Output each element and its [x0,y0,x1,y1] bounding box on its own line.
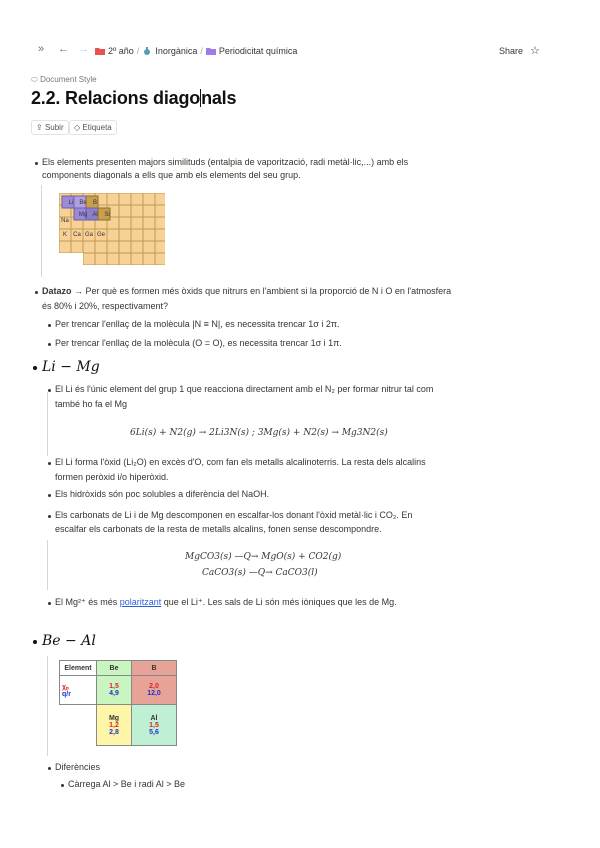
collapse-sidebar-icon[interactable]: » [38,43,45,55]
paragraph-line: Càrrega Al > Be i radi Al > Be [68,779,186,789]
breadcrumb: 2º año / Inorgànica / Periodicitat química [95,46,297,56]
bullet [61,784,64,787]
paragraph-line: El Mg²⁺ és més polaritzant que el Li⁺. Les sals de Li són més iòniques que les de Mg. [55,597,397,607]
row-labels: χₚ q/r [60,676,97,705]
flask-icon [142,47,152,55]
star-icon[interactable]: ☆ [530,45,540,57]
element-symbol: Mg [78,212,88,218]
bullet [35,291,38,294]
paragraph-line: El Li forma l'òxid (Li₂O) en excès d'O, com fan els metalls alcalinoterris. La resta dels alcalins [55,457,426,467]
element-symbol: K [62,232,67,238]
indent-guide [47,540,48,590]
share-button[interactable]: Share [499,46,524,56]
element-symbol: Ca [73,232,81,238]
tag-icon: ◇ [74,123,81,132]
paragraph-line: components diagonals a ells que amb els elements del seu grup. [42,170,301,180]
style-icon: ⬭ [31,75,38,84]
indent-guide [41,185,42,277]
paragraph-line: escalfar els carbonats de la resta de metalls alcalins, fonen sense descompondre. [55,524,382,534]
datazo-line: Datazo → Per què es formen més òxids que nitrurs en l'ambient si la proporció de N i O en l'atmosfera [42,286,452,296]
element-symbol: Na [61,218,69,224]
section-heading-be-al: Be − Al [42,633,96,649]
element-symbol: Li [68,200,74,206]
breadcrumb-item-2-ano[interactable]: 2º año [95,46,134,56]
bullet [35,162,38,165]
folder-icon [95,47,105,55]
element-symbol: Ge [96,232,105,238]
paragraph-line: formen peròxid i/o hiperòxid. [55,472,169,482]
bullet [48,343,51,346]
bullet [33,366,37,370]
paragraph-line: Per trencar l'enllaç de la molècula (O = O), es necessita trencar 1σ i 1π. [55,338,342,348]
paragraph-line: Els carbonats de Li i de Mg descomponen en escalfar-los donant l'òxid metàl·lic i CO₂. En [55,510,413,520]
forward-arrow-icon[interactable]: → [78,43,89,55]
breadcrumb-item-periodicitat[interactable]: Periodicitat química [206,46,298,56]
bullet [48,324,51,327]
equation: MgCO3(s) —Q→ MgO(s) + CO2(g) [185,552,342,562]
bullet [33,640,37,644]
indent-guide [47,656,48,756]
breadcrumb-item-inorganica[interactable]: Inorgànica [142,46,197,56]
periodic-table-image [59,193,165,273]
element-symbol: B [92,200,97,206]
element-symbol: Be [79,200,87,206]
element-symbol: Si [104,212,110,218]
bullet [48,494,51,497]
indent-guide [47,392,48,456]
table-cell: Mg 1,2 2,8 [97,705,132,746]
folder-icon [206,47,216,55]
table-header: Be [97,661,132,676]
paragraph-line: Els elements presenten majors similituds (entalpia de vaporització, radi metàl·lic,...) amb els [42,157,409,167]
table-header: B [132,661,177,676]
equation: CaCO3(s) —Q→ CaCO3(l) [202,568,318,578]
back-arrow-icon[interactable]: ← [58,43,69,55]
paragraph-line: Els hidròxids són poc solubles a diferència del NaOH. [55,489,270,499]
paragraph-line: Diferències [55,762,101,772]
subir-button[interactable]: ⇪ Subir [31,120,69,135]
bullet [48,389,51,392]
paragraph-line: El Li és l'únic element del grup 1 que reacciona directament amb el N₂ per formar nitrur tal com [55,384,434,394]
bullet [48,462,51,465]
paragraph-line: també ho fa el Mg [55,399,128,409]
polaritzant-link[interactable]: polaritzant [119,597,162,607]
bullet [48,767,51,770]
table-cell: 1,5 4,9 [97,676,132,705]
table-cell: 2,0 12,0 [132,676,177,705]
document-style-label[interactable]: ⬭ Document Style [31,75,97,84]
element-symbol: Ga [84,232,93,238]
bullet [48,515,51,518]
upload-icon: ⇪ [36,123,43,132]
top-bar [0,40,600,64]
table-header: Element [60,661,97,676]
bullet [48,602,51,605]
paragraph-line: Per trencar l'enllaç de la molècula |N ≡ N|, es necessita trencar 1σ i 2π. [55,319,340,329]
paragraph-line: és 80% i 20%, respectivament? [42,301,169,311]
element-property-table [59,660,177,746]
etiqueta-button[interactable]: ◇ Etiqueta [69,120,117,135]
page-title[interactable]: 2.2. Relacions diagonals [31,88,237,108]
table-cell: Al 1,5 5,6 [132,705,177,746]
section-heading-li-mg: Li − Mg [42,359,100,375]
element-symbol: Al [92,212,98,218]
equation: 6Li(s) + N2(g) → 2Li3N(s) ; 3Mg(s) + N2(s) → Mg3N2(s) [130,428,388,438]
